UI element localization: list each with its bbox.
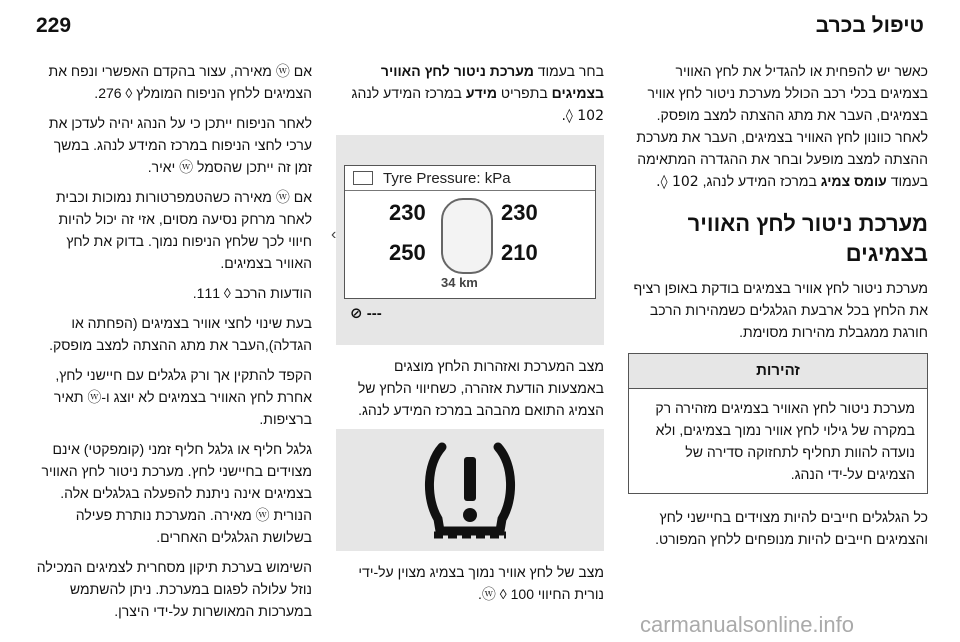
warning-box xyxy=(628,353,928,494)
paragraph: מצב של לחץ אוויר נמוך בצמיג מצוין על-ידי נורית החיווי ⓦ ◊ 100. xyxy=(358,564,604,602)
text: בתפריט xyxy=(500,85,548,101)
paragraph xyxy=(628,60,928,193)
chevron-left-icon: ‹ xyxy=(331,226,337,243)
bold-term: עומס צמיג xyxy=(820,173,887,189)
paragraph: לאחר הניפוח ייתכן כי על הנהג יהיה לעדכן את ערכי לחצי הניפוח במרכז המידע לנהג. במשך זמן זה ייתכן שהסמל ⓦ יאיר. xyxy=(48,115,312,175)
left-column xyxy=(36,60,312,630)
rear-left-pressure: 250 xyxy=(389,240,426,265)
front-left-pressure: 230 xyxy=(389,200,426,225)
rear-right-pressure: 210 xyxy=(501,240,538,265)
display-header xyxy=(345,166,595,191)
paragraph xyxy=(336,60,604,127)
paragraph: מצב המערכת ואזהרות הלחץ מוצגים באמצעות הודעת אזהרה, כשחיווי הלחץ של הצמיג התואם מהבהב במרכז המידע לנהג. xyxy=(357,358,604,418)
page-number: 229 xyxy=(36,14,72,37)
front-right-pressure: 230 xyxy=(501,200,538,225)
paragraph: מערכת ניטור לחץ אוויר בצמיגים בודקת באופן רציף את הלחץ בכל ארבעת הגלגלים כשמהירות הרכב חורגת ממגבלת מהירות מסוימת. xyxy=(633,280,928,340)
text: בחר בעמוד xyxy=(537,63,604,79)
car-top-view-icon xyxy=(441,198,493,274)
section-heading: מערכת ניטור לחץ האוויר בצמיגים xyxy=(687,211,928,266)
paragraph: הקפד להתקין אך ורק גלגלים עם חיישני לחץ, אחרת לחץ האוויר בצמיגים לא יוצג ו-ⓦ תאיר ברציפות. xyxy=(53,367,312,427)
bold-term: מערכת ניטור לחץ האוויר בצמיגים xyxy=(380,63,604,101)
text: במרכז המידע לנהג, xyxy=(702,173,817,189)
text: כאשר יש להפחית או להגדיל את לחץ האוויר בצמיגים בכלי רכב הכולל מערכת ניטור לחץ אוויר בצמיגים, העבר את מתג ההצתה למצב מופסק. לאחר כוונון לחץ האוויר בצמיגים, העבר את מערכת ההצתה למצב מופעל ובחר את ההגדרה המתאימה בעמוד xyxy=(636,63,928,189)
paragraph: גלגל חליף או גלגל חליף זמני (קומפקטי) אינם מצוידים בחיישני לחץ. מערכת ניטור לחץ האוויר בצמיגים אינה ניתנת להפעלה בגלגלים אלה. הנורית ⓦ מאירה. המערכת נותרת פעילה בשלושת הגלגלים האחרים. xyxy=(41,441,312,545)
tpms-small-icon: ⊘ xyxy=(350,305,363,322)
text: במרכז המידע לנהג xyxy=(351,85,462,101)
paragraph: אם ⓦ מאירה, עצור בהקדם האפשרי ונפח את הצמיגים ללחץ הניפוח המומלץ ◊ 276. xyxy=(48,63,312,101)
tyre-pressure-display xyxy=(331,135,604,345)
warning-title: זהירות xyxy=(629,354,927,389)
display-title: Tyre Pressure: kPa xyxy=(383,170,511,187)
warning-text: מערכת ניטור לחץ האוויר בצמיגים מזהירה רק במקרה של גילוי לחץ אוויר נמוך בצמיגים, ולא נועדה להוות תחליף לתחזוקה סדירה של הצמיגים על-ידי הנהג. xyxy=(655,400,915,482)
bold-term: מידע xyxy=(465,85,498,101)
paragraph: השימוש בערכת תיקון מסחרית לצמיגים המכילה נוזל עלולה לפגום במערכת. ניתן להשתמש במערכות המאושרות על-ידי היצרן. xyxy=(36,559,312,619)
page-title: טיפול בכרב xyxy=(815,14,924,37)
gauge-icon xyxy=(353,171,373,185)
watermark: carmanualsonline.info xyxy=(640,612,855,637)
distance-readout: 34 km xyxy=(441,275,478,290)
paragraph: הודעות הרכב ◊ 111. xyxy=(192,285,312,301)
page-ref: 102 ◊. xyxy=(656,174,699,190)
middle-column xyxy=(331,60,604,613)
paragraph: בעת שינוי לחצי אוויר בצמיגים (הפחתה או הגדלה),העבר את מתג ההצתה למצב מופסק. xyxy=(49,315,312,353)
paragraph: כל הגלגלים חייבים להיות מצוידים בחיישני לחץ והצמיגים חייבים להיות מנופחים ללחץ המפורט. xyxy=(655,509,928,547)
footer-text: --- xyxy=(366,305,382,322)
tpms-warning-icon-panel xyxy=(336,429,604,551)
display-footer xyxy=(350,303,382,325)
display-screen xyxy=(331,165,596,299)
paragraph: אם ⓦ מאירה כשהטמפרטורות נמוכות וכבית לאחר מרחק נסיעה מסוים, אזי זה יכול להיות חיווי לכך שלחץ הניפוח נמוך. בדוק את לחץ האוויר בצמיגים. xyxy=(56,189,312,271)
tpms-warning-icon xyxy=(420,435,520,545)
page-ref: 102 ◊. xyxy=(561,108,604,124)
right-column xyxy=(628,60,928,558)
